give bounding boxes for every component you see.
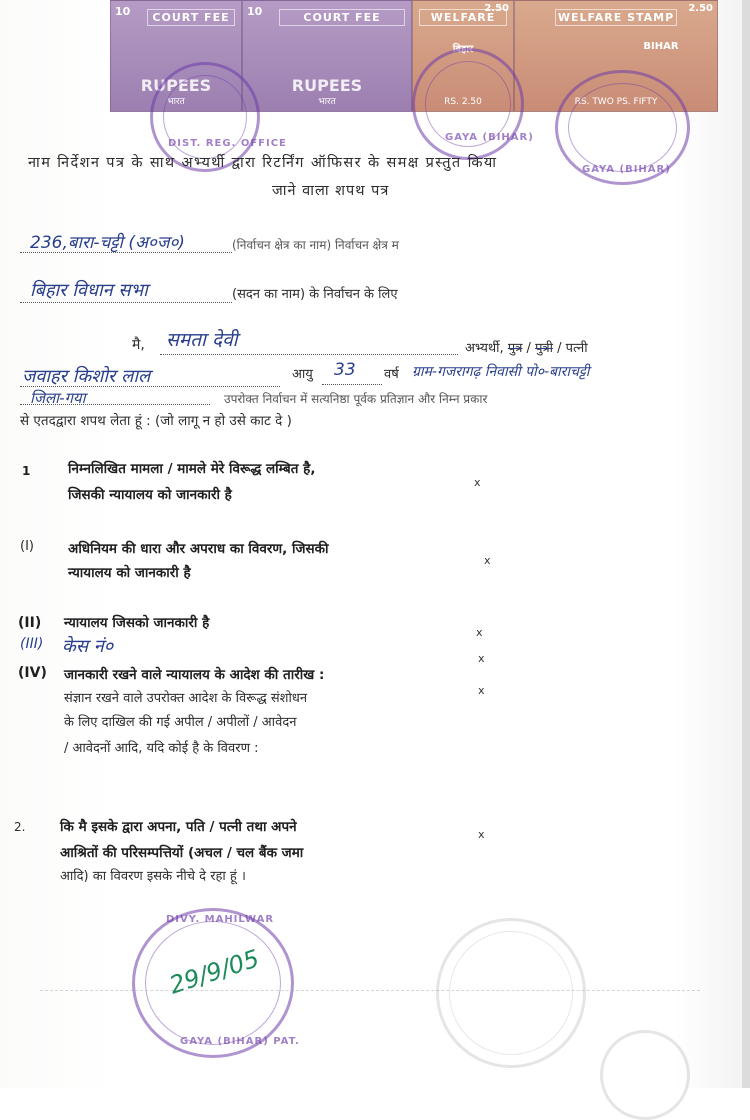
page-edge-shadow [742, 0, 750, 1088]
oath-line-2: से एतदद्वारा शपथ लेता हूं : (जो लागू न हो उसे काट दे ) [20, 413, 292, 429]
stamp-word: बिहार [452, 44, 474, 55]
stamp-value: 10 [115, 5, 131, 18]
item-iv-line-1: जानकारी रखने वाले न्यायालय के आदेश की तारीख : [64, 667, 325, 683]
cross-mark: x [478, 828, 485, 841]
oath-line-1: उपरोक्त निर्वाचन में सत्यनिष्ठा पूर्वक प्रतिज्ञान और निम्न प्रकार [224, 392, 488, 406]
stamp-value: 2.50 [688, 3, 713, 14]
item-iv-line-2: संज्ञान रखने वाले उपरोक्त आदेश के विरूद्ध संशोधन [64, 691, 308, 706]
separator: / [526, 341, 531, 356]
father-name-handwritten: जवाहर किशोर लाल [22, 366, 151, 387]
item-i-line-2: न्यायालय को जानकारी है [68, 565, 191, 581]
fill-line [160, 354, 458, 355]
item-number-handwritten: (III) [20, 636, 44, 652]
cross-mark: x [476, 626, 483, 639]
cross-mark: x [474, 476, 481, 489]
stamp-sub: RS. 2.50 [444, 97, 482, 107]
item-number: (IV) [18, 665, 47, 681]
fill-line [20, 386, 280, 387]
stamp-value: 2.50 [484, 3, 509, 14]
case-no-handwritten: केस नं० [62, 636, 114, 657]
deponent-prefix: मै, [132, 337, 145, 353]
stamp-title: COURT FEE [147, 9, 235, 26]
seal-text: GAYA (BIHAR) [445, 132, 534, 143]
fill-line [322, 384, 382, 385]
stamp-value: 10 [247, 5, 263, 18]
item-iv-line-4: / आवेदनों आदि, यदि कोई है के विवरण : [64, 741, 259, 756]
stamp-title: WELFARE [419, 9, 507, 26]
item-iv-line-3: के लिए दाखिल की गई अपील / अपीलों / आवेदन [64, 715, 297, 730]
deponent-name-handwritten: समता देवी [166, 329, 238, 351]
item-2-line-3: आदि) का विवरण इसके नीचे दे रहा हूं । [60, 869, 246, 884]
seal-text: GAYA (BIHAR) [582, 164, 671, 175]
affidavit-heading-line-1: नाम निर्देशन पत्र के साथ अभ्यर्थी द्वारा रिटर्निंग ऑफिसर के समक्ष प्रस्तुत किया [28, 155, 498, 171]
stamp-title: WELFARE STAMP [555, 9, 677, 26]
item-2-line-1: कि मै इसके द्वारा अपना, पति / पत्नी तथा अपने [60, 819, 297, 835]
seal-text: DIST. REG. OFFICE [168, 138, 287, 149]
date-signature-handwritten: 29/9/05 [165, 944, 263, 1000]
constituency-label: (निर्वाचन क्षेत्र का नाम) निर्वाचन क्षेत्र म [232, 238, 399, 252]
deponent-role [465, 340, 588, 358]
seal-text: DIVY. MAHILWAR [166, 914, 275, 925]
seal-text: GAYA (BIHAR) PAT. [180, 1036, 300, 1047]
age-handwritten: 33 [334, 360, 356, 380]
item-number: (II) [18, 615, 42, 631]
age-label: आयु [292, 367, 313, 382]
stamp-title: COURT FEE [279, 9, 405, 26]
item-ii-line-1: न्यायालय जिसको जानकारी है [64, 615, 210, 631]
faint-bleed-line [40, 990, 700, 991]
role-text: अभ्यर्थी, [465, 341, 504, 356]
affidavit-heading-line-2: जाने वाला शपथ पत्र [272, 183, 390, 199]
item-1-line-2: जिसकी न्यायालय को जानकारी है [68, 487, 232, 503]
official-seal-2 [412, 48, 524, 160]
item-number: 2. [14, 820, 26, 834]
address-handwritten: ग्राम-गजरागढ़ निवासी पो०-बाराचट्टी [412, 364, 590, 380]
item-number: (I) [20, 539, 34, 554]
district-handwritten: जिला-गया [30, 389, 86, 407]
stamp-word: RUPEES [140, 76, 212, 95]
item-1-line-1: निम्नलिखित मामला / मामले मेरे विरूद्ध लम्बित है, [68, 461, 316, 477]
house-handwritten: बिहार विधान सभा [30, 280, 148, 301]
struck-option: पुत्र [507, 341, 523, 356]
house-label: (सदन का नाम) के निर्वाचन के लिए [232, 287, 398, 302]
stamp-word: RUPEES [291, 76, 363, 95]
constituency-handwritten: 236,बारा-चट्टी (अ०ज०) [30, 233, 185, 253]
cross-mark: x [478, 652, 485, 665]
faint-seal-bleed [436, 918, 586, 1068]
cross-mark: x [478, 684, 485, 697]
stamp-sub: भारत [167, 97, 185, 107]
stamp-sub: RS. TWO PS. FIFTY [574, 97, 658, 107]
fill-line [20, 302, 232, 303]
cross-mark: x [484, 554, 491, 567]
court-fee-stamp-2 [242, 0, 412, 112]
years-label: वर्ष [384, 367, 399, 382]
separator: / पत्नी [557, 341, 588, 356]
item-number: 1 [22, 464, 31, 478]
stamp-word: BIHAR [643, 41, 679, 52]
faint-seal-bleed [600, 1030, 690, 1120]
struck-option: पुत्री [535, 341, 553, 356]
item-i-line-1: अधिनियम की धारा और अपराध का विवरण, जिसकी [68, 541, 329, 557]
fill-line [20, 404, 210, 405]
item-2-line-2: आश्रितों की परिसम्पत्तियों (अचल / चल बैंक जमा [60, 845, 304, 861]
stamp-sub: भारत [318, 97, 336, 107]
